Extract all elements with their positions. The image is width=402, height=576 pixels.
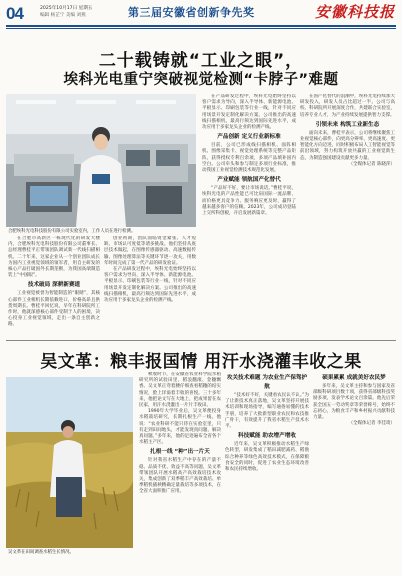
article1-column-2 xyxy=(104,236,196,336)
page-number: 04 xyxy=(6,4,23,23)
paragraph: 1990年大学毕业后，吴文革便投身水稻栽培研究，长期扎根生产一线。他说：“农业科研不能只待在实验室里，只有走到田间地头，才能发现真问题、解决真问题。”多年来，他的足迹遍布全省各个水稻主产区。 xyxy=(139,409,221,446)
subhead: 产业赋能 领航国产化替代 xyxy=(217,177,281,184)
article1-column-4 xyxy=(300,94,395,336)
subhead: 技术破局 深耕新赛道 xyxy=(27,282,81,289)
article1-column-1 xyxy=(8,236,100,336)
signoff: （全媒体记者 李佳琦） xyxy=(348,421,395,427)
rice-field-image xyxy=(6,377,133,548)
signoff: （全媒体记者 陈晓萍） xyxy=(348,161,395,167)
paragraph: 目前，公司已形成线扫描相机、面阵相机、图像采集卡、视觉处理系统等完整产品矩阵，获得授权专利百余项，多项产品填补国内空白。公司牵头和参与制定多项行业标准，推动我国工业视觉检测技术规范化发展。 xyxy=(202,143,296,174)
paragraph: 近年来，吴文革积极推动水稻生产绿色转型，研发集成了稻田减肥减药、稻渔综合种养等绿色高效技术模式，在保障粮食安全的同时，促进了农业生态环境改善和农民持续增收。 xyxy=(225,442,309,473)
masthead xyxy=(0,0,402,36)
editor-credits: 编辑 杨芷宁 美编 刘燕 xyxy=(40,13,86,18)
paragraph: 多年来，吴文革主持和参与国家及省部级科研项目数十项，获得省部级科技奖励多项，发表学术论文百余篇。他先后荣获全国五一劳动奖章等荣誉称号，始终不忘初心，为粮食丰产和乡村振兴贡献科技力量。 xyxy=(313,384,395,421)
section-title: 第三届安徽省创新争先奖 xyxy=(128,6,255,19)
paragraph: 在合肥市高新区一栋现代化的研发大楼内，合肥埃科光电科技股份有限公司董事长、总经理曹桂平正带领团队调试新一代线扫描相机。二十年来，这家企业从一个创业团队成长为国内工业视觉领域的领军者，用自主研发的核心产品打破国外长期垄断，为我国高端制造装上“中国眼”。 xyxy=(8,236,100,279)
paragraph: 针对我省水稻生产中存在的产量不稳、品质不优、效益不高等问题，吴文革带领团队开展水稻高产高效栽培技术攻关，集成创新了双季稻丰产高效栽培、单季稻机插秧精确定量栽培等多项技术，在全省大面积推广应用。 xyxy=(139,458,221,495)
paragraph: 在产品研发过程中，埃科光电始终坚持以客户需求为导向，深入半导体、新能源电池、平板显示、印刷包装等行业一线，针对不同应用场景开发定制化解决方案。公司推出的高速线扫描相机，最高行频达到国际先进水平，成功应用于多家龙头企业的检测产线。 xyxy=(104,267,196,304)
subhead: 攻关技术难题 为农业生产保驾护航 xyxy=(226,375,308,390)
field-photo xyxy=(6,377,133,548)
article-divider xyxy=(6,340,396,341)
newspaper-logo: 安徽科技报 xyxy=(314,3,395,21)
article2-column-1 xyxy=(139,372,221,570)
article1-column-3 xyxy=(202,94,296,336)
subhead: 引领未来 构筑工业新生态 xyxy=(315,121,380,128)
subhead: 产品创新 定义行业新标准 xyxy=(217,134,281,141)
paragraph: “产品好不好，要让市场说话。”曹桂平说，埃科光电的产品性能已可比肩国际一流品牌，而价格更具竞争力、服务响应更及时，赢得了越来越多客户的信赖。2023年，公司成功登陆上交所科创板，开启发展新篇章。 xyxy=(202,186,296,217)
paragraph: 在产品研发过程中，埃科光电始终坚持以客户需求为导向，深入半导体、新能源电池、平板显示、印刷包装等行业一线，针对不同应用场景开发定制化解决方案。公司推出的高速线扫描相机，最高行频达到国际先进水平，成功应用于多家龙头企业的检测产线。 xyxy=(202,94,296,131)
paragraph: 工业视觉被誉为智能制造的“眼睛”，其核心部件工业相机长期依赖进口，价格高昂且供货周期长。曹桂平回忆说，早年在科研院所工作时，他就深感核心部件受制于人的困境，决心投身工业视觉领域，走出一条自主创新之路。 xyxy=(8,291,100,328)
issue-date: 2025年10月17日 星期五 xyxy=(40,6,93,11)
article1-headline-line1: 二十载铸就“工业之眼”， xyxy=(98,51,304,71)
lab-scene-image xyxy=(6,94,196,227)
paragraph: “技术好不好，关键看农民认不认。”为了让新技术真正落地，吴文革坚持开展技术培训和现场指导，编写通俗易懂的技术手册，培养了大批新型职业农民和农技推广骨干，有效提升了我省水稻生产技术水平。 xyxy=(225,393,309,430)
article1-headline-line2: 埃科光电重宁突破视觉检测“卡脖子”难题 xyxy=(63,72,339,88)
subhead: 扎根一线 “种”出一片天 xyxy=(150,449,210,456)
article2-headline: 吴文革：粮丰报国情 用汗水浇灌丰收之果 xyxy=(40,352,362,372)
photo-caption: 合肥埃科光电科技股份有限公司实验室内，工作人员在进行检测。 xyxy=(8,229,136,234)
paragraph: 面向未来，曹桂平表示，公司将继续聚焦工业视觉核心部件，向更高分辨率、更高速度、更智能化方向迈进，同时积极布局人工智能视觉等前沿领域，努力构筑开放共赢的工业视觉新生态，为制造强国建设贡献更多力量。 xyxy=(300,130,395,161)
masthead-rule xyxy=(6,25,396,27)
subhead: 硕果累累 成就美好农民梦 xyxy=(322,375,386,381)
paragraph: 创业初期，团队面临资金紧张、人才短缺、市场认可度低等诸多挑战。他们坚持从底层技术做起，在图像传感器驱动、高速数据传输、图像处理算法等关键环节逐一攻关，用数年时间完成了第一代产品的研发验证。 xyxy=(104,236,196,266)
article2-column-2 xyxy=(225,372,309,570)
lab-photo xyxy=(6,94,196,227)
article2-column-3 xyxy=(313,372,395,570)
photo-caption: 吴文革在田间调查水稻生长情况。 xyxy=(8,550,74,555)
paragraph: 在国产化替代的浪潮中，埃科光电持续加大研发投入，研发人员占比超过一半。公司与高校、科研院所开展深度合作，共建联合实验室，培养专业人才，为产业持续发展提供智力支撑。 xyxy=(300,94,395,118)
paragraph: 秋收时节，在安徽省农业科学院水稻研究所的试验田里，稻浪翻滚、金穗飘香。吴文革正弯着腰仔细查看稻穗的结实情况，脸上洋溢着丰收的喜悦。三十多年来，他把论文写在大地上，把成果留在农民家，用汗水浇灌出一片片丰收田。 xyxy=(139,372,221,409)
masthead-rule-thin xyxy=(6,28,396,29)
subhead: 科技赋能 助农增产增收 xyxy=(238,433,296,440)
